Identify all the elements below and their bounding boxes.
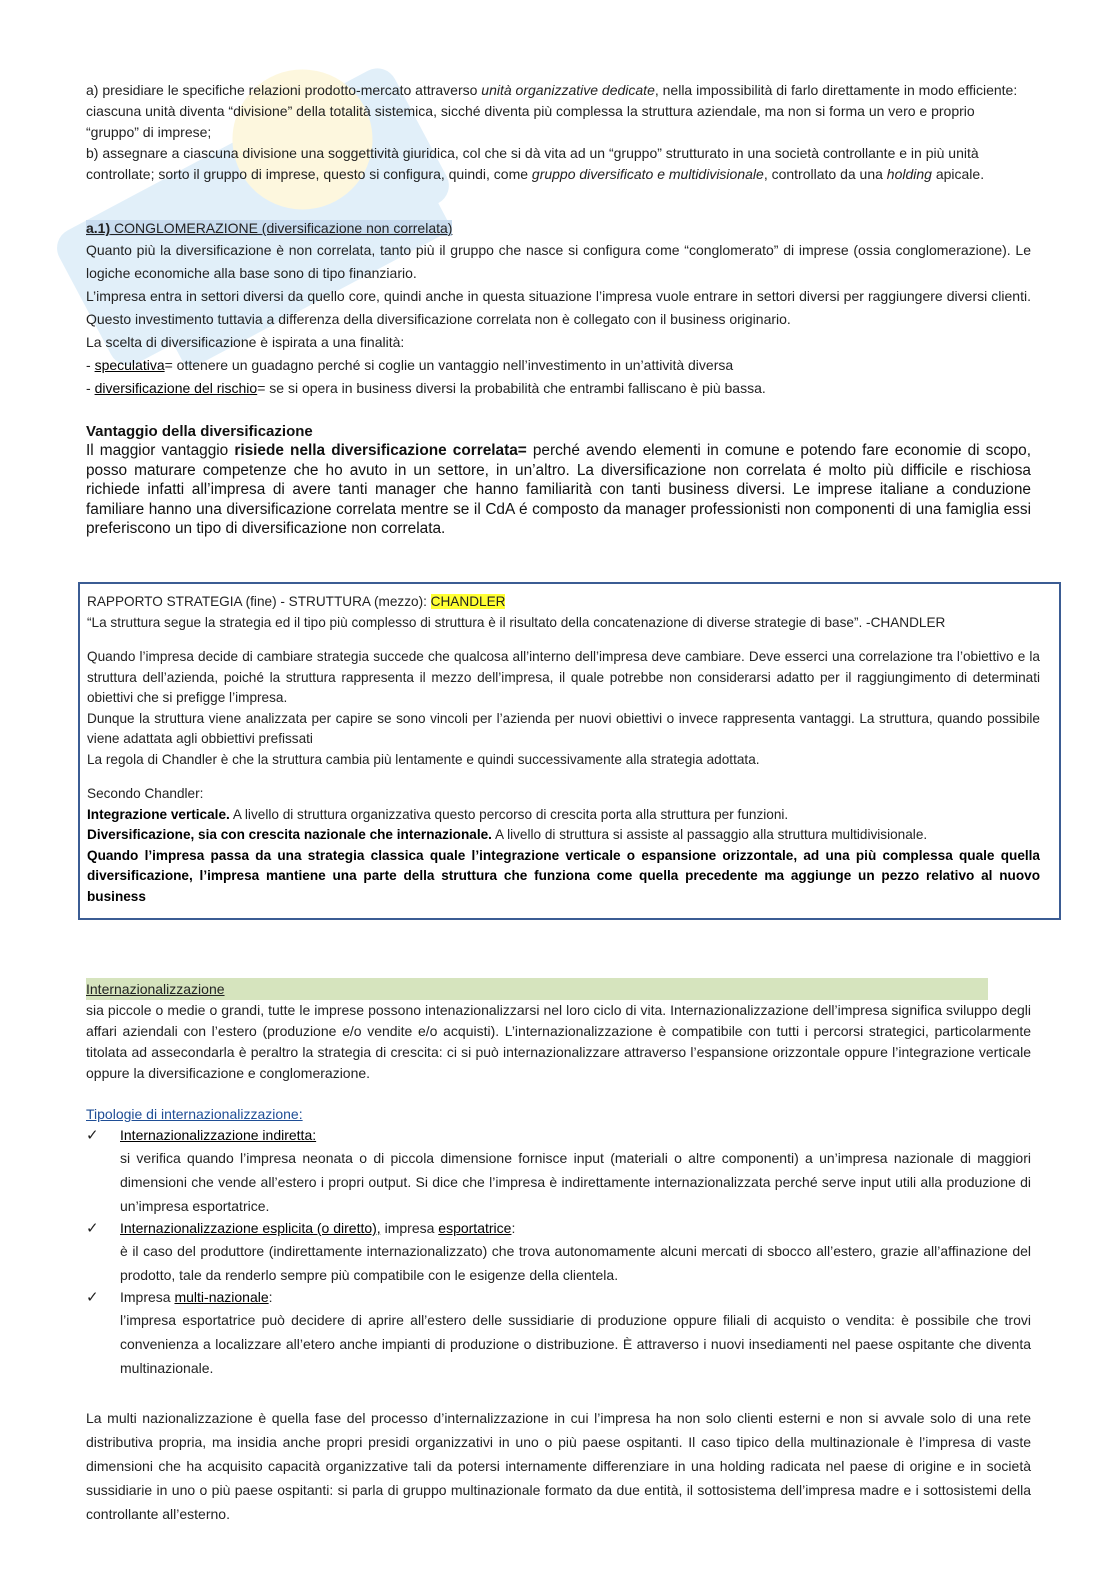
internazionalizzazione-heading-bar <box>86 978 988 1000</box>
chandler-secondo: Secondo Chandler: <box>87 786 204 801</box>
tipologie-heading: Tipologie di internazionalizzazione: <box>86 1106 303 1122</box>
check-icon: ✓ <box>86 1289 99 1306</box>
esplicita-title: Internazionalizzazione esplicita (o diretto), <box>120 1220 381 1236</box>
chandler-title-text: RAPPORTO STRATEGIA (fine) - STRUTTURA (mezzo): <box>87 594 431 609</box>
intro-a-emphasis: unità organizzative dedicate <box>481 82 655 98</box>
esplicita-text: è il caso del produttore (indirettamente internazionalizzato) che trova autonomamente alcuni mercati di sbocco all’estero, grazie all’affinazione del prodotto, tale da renderlo sempre più compatibile con le esigenze della clientela. <box>120 1243 1031 1283</box>
chandler-p2: Dunque la struttura viene analizzata per capire se sono vincoli per l’azienda per nuovi obiettivi o invece rappresenta vantaggi. La struttura, quando possibile viene adattata agli obbiettivi prefissati <box>87 710 1040 746</box>
chandler-title <box>87 592 1040 613</box>
list-dash: - <box>86 380 95 396</box>
multinazionalizzazione-closing: La multi nazionalizzazione è quella fase del processo d’internalizzazione in cui l’impresa ha non solo clienti esterni e non si avvale solo di una rete distributiva propria, ma insidia anche propri presidi organizzativi in uno o più paese ospitanti. Il caso tipico della multinazionale è l’impresa di vaste dimensioni che ha acquisito capacità organizzative tali da potersi internamente differenziare in una holding radicata nel paese di origine e in società sussidiarie in uno o più paese ospitanti: si parla di gruppo multinazionale formato da due entità, il sottosistema dell’impresa madre e i sottosistemi della controllante all’esterno. <box>86 1410 1031 1522</box>
list-dash: - <box>86 357 95 373</box>
indiretta-text: si verifica quando l’impresa neonata o di piccola dimensione fornisce input (materiali o altre componenti) a un’impresa nazionale di maggiori dimensioni che vende all’estero i propri output. Si dice che l’impresa è indirettamente internazionalizzata perché serve input utili alla produzione di un’impresa esportatrice. <box>120 1150 1031 1214</box>
term-diversificazione-rischio: diversificazione del rischio <box>94 380 258 396</box>
integrazione-verticale-term: Integrazione verticale. <box>87 806 230 822</box>
intro-section <box>86 80 1031 185</box>
diversificazione-term: Diversificazione, sia con crescita nazionale che internazionale. <box>87 827 492 842</box>
vantaggio-bold: risiede nella diversificazione correlata= <box>234 442 527 459</box>
speculativa-desc: = ottenere un guadagno perché si coglie un vantaggio nell’investimento in un’attività diversa <box>164 357 734 373</box>
vantaggio-paragraph <box>86 441 1031 539</box>
esplicita-colon: : <box>511 1220 516 1236</box>
indiretta-title: Internazionalizzazione indiretta: <box>120 1127 317 1143</box>
conglomerazione-p1: Quanto più la diversificazione è non correlata, tanto più il gruppo che nasce si configura come “conglomerato” di imprese (ossia conglomerazione). Le logiche economiche alla base sono di tipo finanziario. <box>86 242 1031 281</box>
multinazionale-text: l’impresa esportatrice può decidere di aprire all’estero delle sussidiarie di produzione oppure filiali di acquisto o vendita: è possibile che trovi convenienza a localizzare all’etero anche impianti di produzione o distribuzione. È attraverso i nuovi insediamenti nel paese ospitante che diventa multinazionale. <box>120 1312 1031 1376</box>
esplicita-mid: impresa <box>380 1220 439 1236</box>
chandler-p3: La regola di Chandler è che la struttura cambia più lentamente e quindi successivamente alla strategia adottata. <box>87 751 760 767</box>
check-icon: ✓ <box>86 1220 99 1237</box>
tipologia-esplicita <box>86 1218 1031 1239</box>
internazionalizzazione-p1: sia piccole o medie o grandi, tutte le imprese possono intenazionalizzarsi nel loro ciclo di vita. Internazionalizzazione dell’impresa significa sviluppo degli affari aziendali con l’estero (produzione e/o vendite e/o acquisti). L’internazionalizzazione è compatibile con tutti i percorsi strategici, particolarmente titolata ad assecondarla è peraltro la strategia di crescita: ci si può internazionalizzare attraverso l’espansione orizzontale oppure l’integrazione verticale oppure la diversificazione e conglomerazione. <box>86 1002 1031 1081</box>
diversificazione-desc: A livello di struttura si assiste al passaggio alla struttura multidivisionale. <box>491 827 928 842</box>
multinazionale-colon: : <box>268 1289 273 1305</box>
intro-b-text: b) assegnare a ciascuna divisione una soggettività giuridica, col che si dà vita ad un “gruppo” strutturato in una società controllante e in più unità controllate; sorto il gruppo di imprese, questo si configura, quindi, come <box>86 145 979 182</box>
intro-a-text-end: , nella impossibilità di farlo direttamente in modo efficiente: ciascuna unità diventa “divisione” della totalità sistemica, sicché diventa più complessa la struttura aziendale, ma non si forma un vero e proprio “gruppo” di imprese; <box>86 82 1018 140</box>
multinazionale-term: multi-nazionale <box>174 1289 269 1305</box>
heading-number: a.1) <box>86 220 111 236</box>
internazionalizzazione-section <box>86 978 1031 1526</box>
intro-item-a <box>86 80 1031 143</box>
vantaggio-heading: Vantaggio della diversificazione <box>86 423 313 440</box>
intro-a-text: a) presidiare le specifiche relazioni prodotto-mercato attraverso <box>86 82 482 98</box>
conglomerazione-p3: La scelta di diversificazione è ispirata a una finalità: <box>86 334 405 350</box>
internazionalizzazione-heading: Internazionalizzazione <box>86 981 225 997</box>
chandler-p1: Quando l’impresa decide di cambiare strategia succede che qualcosa all’interno dell’impresa deve cambiare. Deve esserci una correlazione tra l’obiettivo e la struttura dell’azienda, poiché la struttura rappresenta il mezzo dell’impresa, il quale potrebbe non considerarsi adatto per il raggiungimento di determinati obiettivi che si prefigge l’impresa. <box>87 649 1040 705</box>
chandler-highlight: CHANDLER <box>430 594 506 609</box>
chandler-item-integrazione <box>87 805 1040 826</box>
vantaggio-text: Il maggior vantaggio <box>86 442 235 459</box>
esportatrice-term: esportatrice <box>438 1220 512 1236</box>
intro-b-emphasis: gruppo diversificato e multidivisionale <box>531 166 764 182</box>
conglomerazione-section <box>86 218 1031 400</box>
conglomerazione-heading <box>86 218 1031 239</box>
check-icon: ✓ <box>86 1127 99 1144</box>
heading-text: CONGLOMERAZIONE (diversificazione non correlata) <box>110 220 453 236</box>
tipologia-multinazionale <box>86 1287 1031 1308</box>
vantaggio-text-end: perché avendo elementi in comune e potendo fare economie di scopo, posso maturare competenze che ho avuto in un settore, in un’altro. La diversificazione non correlata é molto più difficile e rischiosa richiede infatti all’impresa di avere tanti manager che hanno familiarità con tanti business diversi. Le imprese italiane a conduzione familiare hanno una diversificazione correlata mentre se il CdA é composto da manager professionisti non componenti di una famiglia essi preferiscono un tipo di diversificazione non correlata. <box>86 442 1032 537</box>
term-speculativa: speculativa <box>94 357 165 373</box>
chandler-closing: Quando l’impresa passa da una strategia classica quale l’integrazione verticale o espansione orizzontale, ad una più complessa quale quella diversificazione, l’impresa mantiene una parte della struttura che funziona come quella precedente ma aggiunge un pezzo relativo al nuovo business <box>87 847 1040 904</box>
conglomerazione-p2: L’impresa entra in settori diversi da quello core, quindi anche in questa situazione l’impresa vuole entrare in settori diversi per raggiungere diversi clienti. Questo investimento tuttavia a differenza della diversificazione correlata non è collegato con il business originario. <box>86 288 1031 327</box>
list-item-speculativa <box>86 354 1031 377</box>
intro-b-text-mid: , controllato da una <box>763 166 887 182</box>
intro-b-text-end: apicale. <box>931 166 985 182</box>
chandler-box <box>78 582 1061 920</box>
vantaggio-section <box>86 422 1031 539</box>
integrazione-verticale-desc: A livello di struttura organizzativa questo percorso di crescita porta alla struttura per funzioni. <box>229 806 789 822</box>
intro-b-holding: holding <box>886 166 932 182</box>
intro-item-b <box>86 143 1031 185</box>
multinazionale-pre: Impresa <box>120 1289 175 1305</box>
list-item-rischio <box>86 377 1031 400</box>
tipologia-indiretta <box>86 1125 1031 1146</box>
chandler-quote: “La struttura segue la strategia ed il tipo più complesso di struttura è il risultato della concatenazione di diverse strategie di base”. -CHANDLER <box>87 614 946 630</box>
chandler-item-diversificazione <box>87 825 1040 846</box>
rischio-desc: = se si opera in business diversi la probabilità che entrambi falliscano è più bassa. <box>257 380 766 396</box>
document-body <box>86 80 1031 539</box>
